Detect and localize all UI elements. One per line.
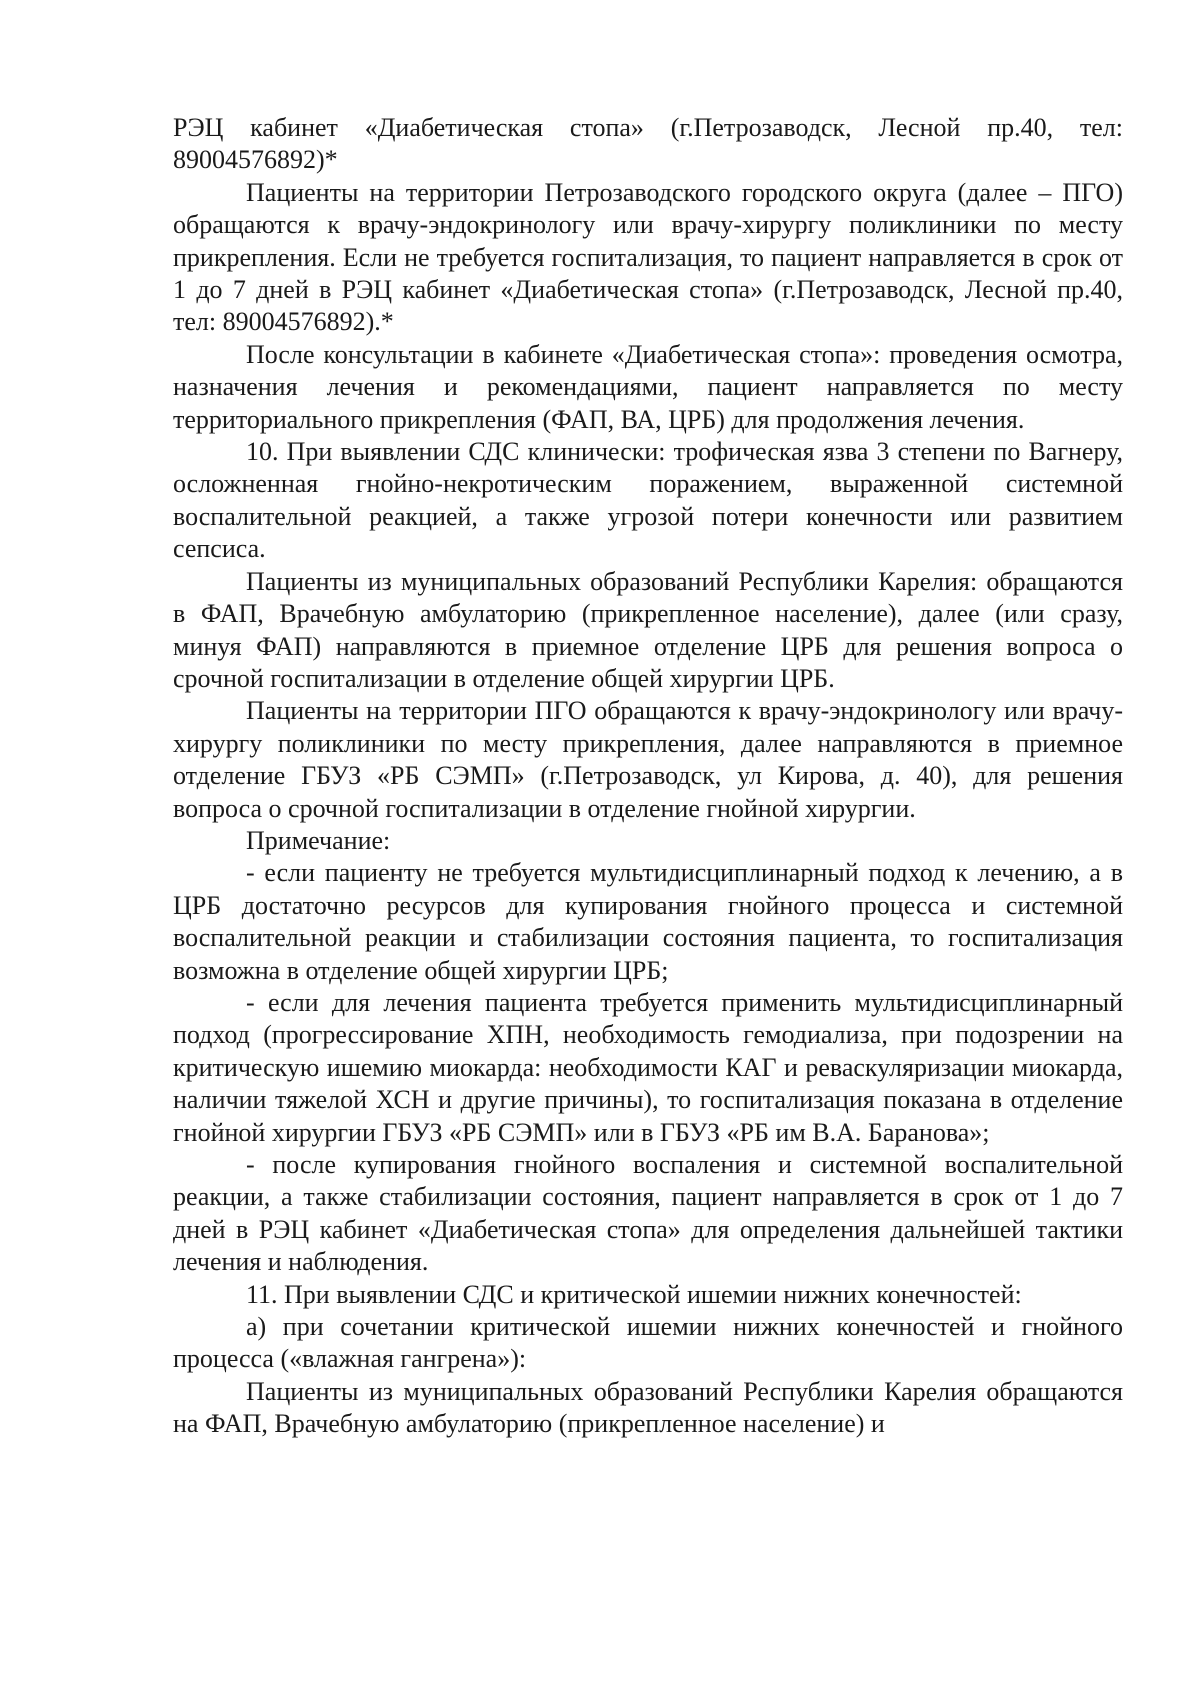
paragraph-after-consultation: После консультации в кабинете «Диабетическая стопа»: проведения осмотра, назначения лечения и рекомендациями, пациент направляется по месту территориального прикрепления (ФАП, ВА, ЦРБ) для продолжения лечения. xyxy=(173,339,1123,434)
paragraph-karelia-ischemia: Пациенты из муниципальных образований Республики Карелия обращаются на ФАП, Врачебную амбулаторию (прикрепленное население) и xyxy=(173,1376,1123,1439)
paragraph-pgo-hospitalization: Пациенты на территории ПГО обращаются к врачу-эндокринологу или врачу-хирургу поликлиники по месту прикрепления, далее направляются в приемное отделение ГБУЗ «РБ СЭМП» (г.Петрозаводск, ул Кирова, д. 40), для решения вопроса о срочной госпитализации в отделение гнойной хирургии. xyxy=(173,696,1123,823)
paragraph-note-after-treatment: - после купирования гнойного воспаления и системной воспалительной реакции, а также стабилизации состояния, пациент направляется в срок от 1 до 7 дней в РЭЦ кабинет «Диабетическая стопа» для определения дальнейшей тактики лечения и наблюдения. xyxy=(173,1150,1123,1277)
paragraph-note-multidisciplinary: - если для лечения пациента требуется применить мультидисциплинарный подход (прогрессирование ХПН, необходимость гемодиализа, при подозрении на критическую ишемию миокарда: необходимости КАГ и реваскуляризации миокарда, наличии тяжелой ХСН и другие причины), то госпитализация показана в отделение гнойной хирургии ГБУЗ «РБ СЭМП» или в ГБУЗ «РБ им В.А. Баранова»; xyxy=(173,987,1123,1147)
document-page xyxy=(173,112,1123,1441)
paragraph-item-11a: а) при сочетании критической ишемии нижних конечностей и гнойного процесса («влажная гангрена»): xyxy=(173,1312,1123,1374)
paragraph-pgo-patients: Пациенты на территории Петрозаводского городского округа (далее – ПГО) обращаются к врачу-эндокринологу или врачу-хирургу поликлиники по месту прикрепления. Если не требуется госпитализация, то пациент направляется в срок от 1 до 7 дней в РЭЦ кабинет «Диабетическая стопа» (г.Петрозаводск, Лесной пр.40, тел: 89004576892).* xyxy=(173,177,1123,337)
paragraph-note-heading: Примечание: xyxy=(246,825,391,855)
paragraph-item-11: 11. При выявлении СДС и критической ишемии нижних конечностей: xyxy=(246,1279,1022,1309)
paragraph-note-crb: - если пациенту не требуется мультидисциплинарный подход к лечению, а в ЦРБ достаточно ресурсов для купирования гнойного процесса и системной воспалительной реакции и стабилизации состояния пациента, то госпитализация возможна в отделение общей хирургии ЦРБ; xyxy=(173,858,1123,985)
paragraph-karelia-patients: Пациенты из муниципальных образований Республики Карелия: обращаются в ФАП, Врачебную амбулаторию (прикрепленное население), далее (или сразу, минуя ФАП) направляются в приемное отделение ЦРБ для решения вопроса о срочной госпитализации в отделение общей хирургии ЦРБ. xyxy=(173,566,1123,693)
paragraph-item-10: 10. При выявлении СДС клинически: трофическая язва 3 степени по Вагнеру, осложненная гнойно-некротическим поражением, выраженной системной воспалительной реакцией, а также угрозой потери конечности или развитием сепсиса. xyxy=(173,437,1123,564)
paragraph-rec-cabinet-address: РЭЦ кабинет «Диабетическая стопа» (г.Петрозаводск, Лесной пр.40, тел: 89004576892)* xyxy=(173,113,1123,175)
